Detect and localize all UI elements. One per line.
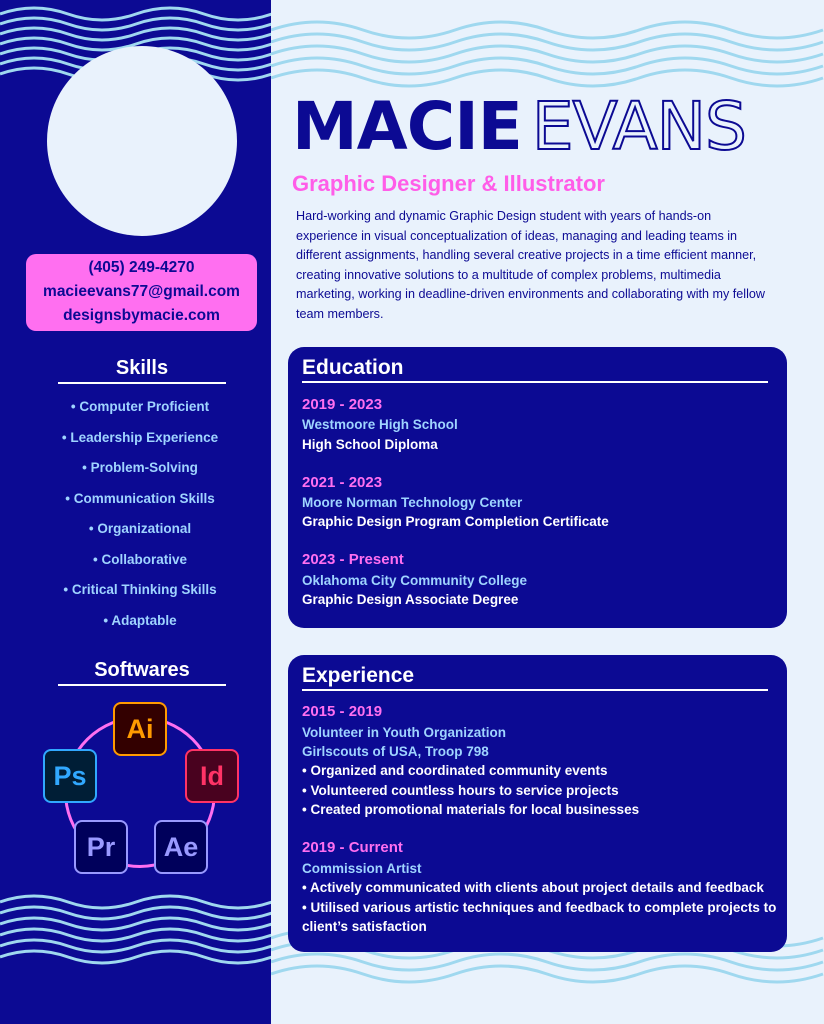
education-institution: Westmoore High School xyxy=(302,417,458,432)
education-years: 2019 - 2023 xyxy=(302,396,383,413)
indesign-icon: Id xyxy=(185,749,239,803)
skill-item: • Organizational xyxy=(20,520,260,551)
education-institution: Moore Norman Technology Center xyxy=(302,495,523,510)
skill-item: • Problem-Solving xyxy=(20,459,260,490)
education-years: 2021 - 2023 xyxy=(302,474,383,491)
photoshop-icon: Ps xyxy=(43,749,97,803)
profile-summary: Hard-working and dynamic Graphic Design student with years of hands-on experience in visual conceptualization of ideas, managing and leading teams in different assignments, handling several creative projects in a time efficient manner, creating innovative solutions to a multitude of complex problems, multimedia marketing, working in deadline-driven environments and collaborating with my fellow team members. xyxy=(296,209,766,321)
experience-years: 2015 - 2019 xyxy=(302,703,383,720)
sidebar xyxy=(0,0,271,1024)
education-heading: Education xyxy=(302,356,768,383)
job-title: Graphic Designer & Illustrator xyxy=(292,171,605,196)
illustrator-icon: Ai xyxy=(113,702,167,756)
skills-heading: Skills xyxy=(58,357,226,384)
experience-role: Commission Artist xyxy=(302,861,422,876)
education-degree: High School Diploma xyxy=(302,437,438,452)
skill-item: • Collaborative xyxy=(20,551,260,582)
education-degree: Graphic Design Associate Degree xyxy=(302,592,519,607)
experience-years: 2019 - Current xyxy=(302,839,403,856)
contact-email: macieevans77@gmail.com xyxy=(43,283,240,300)
experience-bullet: • Utilised various artistic techniques and feedback to complete projects to client’s satisfaction xyxy=(302,899,777,934)
education-institution: Oklahoma City Community College xyxy=(302,573,528,588)
experience-organization: Girlscouts of USA, Troop 798 xyxy=(302,744,489,759)
contact-website: designsbymacie.com xyxy=(63,307,220,324)
experience-bullet: • Created promotional materials for local businesses xyxy=(302,802,640,817)
skill-item: • Adaptable xyxy=(20,612,260,643)
education-card xyxy=(288,347,787,628)
contact-box xyxy=(26,254,257,331)
full-name xyxy=(292,88,746,166)
skill-item: • Leadership Experience xyxy=(20,429,260,460)
education-years: 2023 - Present xyxy=(302,551,404,568)
premiere-icon: Pr xyxy=(74,820,128,874)
softwares-heading: Softwares xyxy=(58,659,226,686)
education-degree: Graphic Design Program Completion Certificate xyxy=(302,514,609,529)
skill-item: • Communication Skills xyxy=(20,490,260,521)
bottom-left-waves xyxy=(0,892,271,1012)
experience-bullet: • Organized and coordinated community events xyxy=(302,763,608,778)
skill-item: • Computer Proficient xyxy=(20,398,260,429)
first-name: MACIE xyxy=(292,88,522,165)
experience-heading: Experience xyxy=(302,664,768,691)
experience-role: Volunteer in Youth Organization xyxy=(302,725,507,740)
experience-bullet: • Actively communicated with clients about project details and feedback xyxy=(302,880,764,895)
experience-card xyxy=(288,655,787,952)
contact-phone: (405) 249-4270 xyxy=(88,259,195,276)
skill-item: • Critical Thinking Skills xyxy=(20,581,260,612)
profile-photo-placeholder xyxy=(47,46,237,236)
skills-list xyxy=(20,398,260,642)
experience-bullet: • Volunteered countless hours to service projects xyxy=(302,782,619,798)
last-name: EVANS xyxy=(531,88,746,165)
after-effects-icon: Ae xyxy=(154,820,208,874)
